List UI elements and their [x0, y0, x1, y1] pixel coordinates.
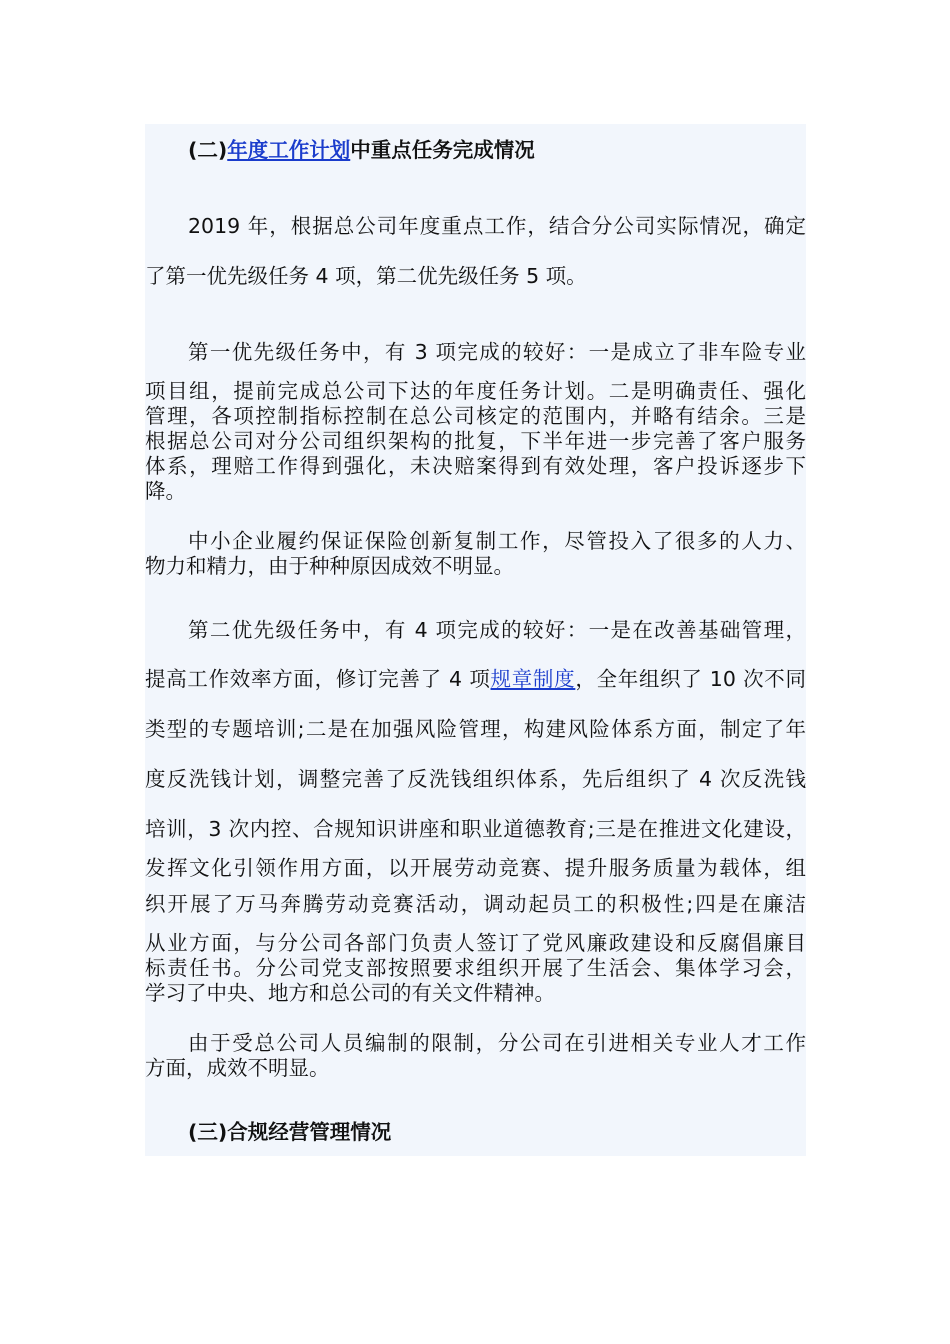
text-segment: ，全年组织了 10 次不同: [575, 667, 806, 691]
document-content: [145, 124, 806, 1156]
paragraph-line-with-link: [145, 666, 806, 692]
section-heading-annual-plan: [145, 137, 806, 163]
heading-suffix: 中重点任务完成情况: [350, 138, 535, 162]
paragraph-line: 降。: [145, 479, 186, 503]
paragraph-line: 项目组，提前完成总公司下达的年度任务计划。二是明确责任、强化: [145, 379, 806, 403]
paragraph-line: 织开展了万马奔腾劳动竞赛活动，调动起员工的积极性;四是在廉洁: [145, 892, 806, 916]
rules-regulations-link[interactable]: 规章制度: [490, 667, 576, 691]
paragraph-line: 中小企业履约保证保险创新复制工作，尽管投入了很多的人力、: [188, 529, 806, 553]
paragraph-line: 标责任书。分公司党支部按照要求组织开展了生活会、集体学习会，: [145, 956, 806, 980]
paragraph-line: 管理，各项控制指标控制在总公司核定的范围内，并略有结余。三是: [145, 404, 806, 428]
paragraph-line: 类型的专题培训;二是在加强风险管理，构建风险体系方面，制定了年: [145, 717, 806, 741]
annual-work-plan-link[interactable]: 年度工作计划: [227, 138, 351, 162]
paragraph-line: 方面，成效不明显。: [145, 1056, 330, 1080]
paragraph-line: 发挥文化引领作用方面，以开展劳动竞赛、提升服务质量为载体，组: [145, 856, 806, 880]
paragraph-line: 物力和精力，由于种种原因成效不明显。: [145, 554, 514, 578]
section-heading-compliance: (三)合规经营管理情况: [188, 1120, 392, 1144]
paragraph-line: 体系，理赔工作得到强化，未决赔案得到有效处理，客户投诉逐步下: [145, 454, 806, 478]
paragraph-line: 根据总公司对分公司组织架构的批复，下半年进一步完善了客户服务: [145, 429, 806, 453]
paragraph-line: 由于受总公司人员编制的限制，分公司在引进相关专业人才工作: [188, 1031, 806, 1055]
text-segment: 提高工作效率方面，修订完善了 4 项: [145, 667, 491, 691]
paragraph-line: 2019 年，根据总公司年度重点工作，结合分公司实际情况，确定: [188, 214, 806, 238]
paragraph-line: 培训，3 次内控、合规知识讲座和职业道德教育;三是在推进文化建设，: [145, 817, 806, 841]
paragraph-line: 第一优先级任务中，有 3 项完成的较好：一是成立了非车险专业: [188, 340, 806, 364]
paragraph-line: 学习了中央、地方和总公司的有关文件精神。: [145, 981, 555, 1005]
paragraph-line: 第二优先级任务中，有 4 项完成的较好：一是在改善基础管理，: [188, 618, 806, 642]
paragraph-line: 从业方面，与分公司各部门负责人签订了党风廉政建设和反腐倡廉目: [145, 931, 806, 955]
heading-prefix: (二): [188, 138, 228, 162]
paragraph-line: 了第一优先级任务 4 项，第二优先级任务 5 项。: [145, 264, 587, 288]
paragraph-line: 度反洗钱计划，调整完善了反洗钱组织体系，先后组织了 4 次反洗钱: [145, 767, 806, 791]
